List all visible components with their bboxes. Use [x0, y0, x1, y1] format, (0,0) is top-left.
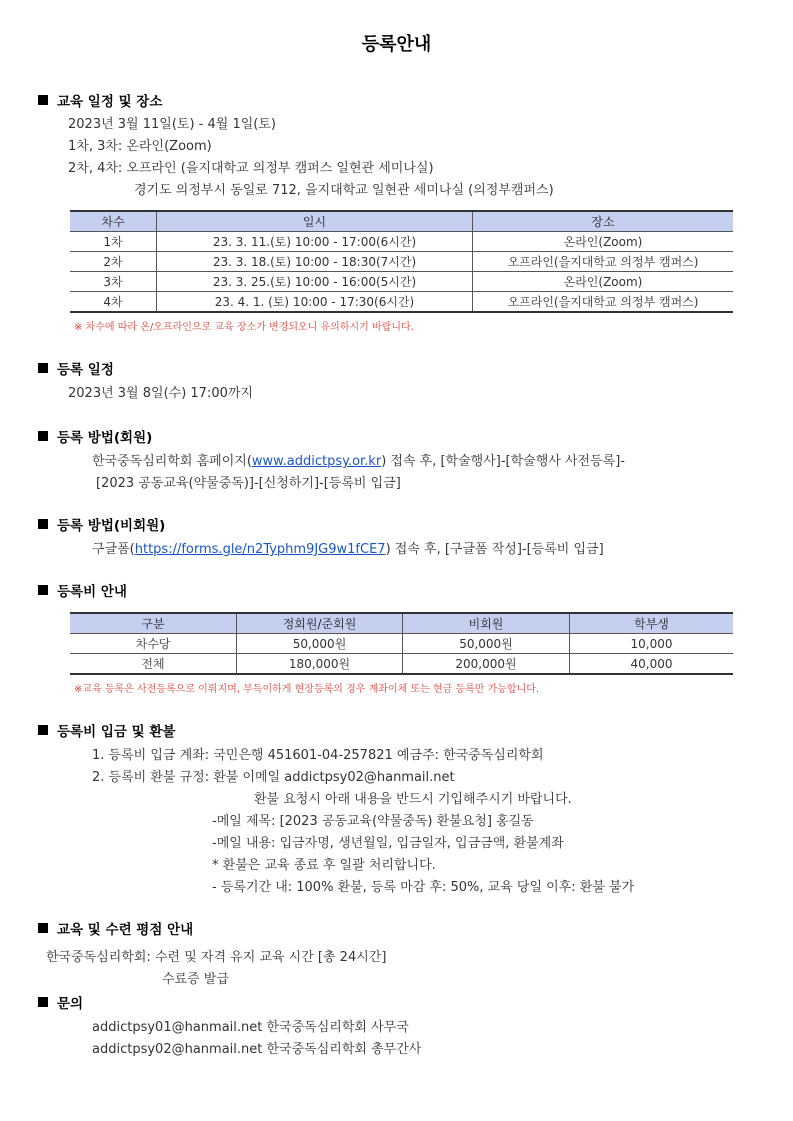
page-title: 등록안내: [361, 34, 432, 55]
section-heading: 등록 방법(비회원): [57, 518, 166, 534]
table-cell: 200,000원: [403, 654, 570, 675]
section-member-registration: [38, 426, 152, 446]
refund-policy: 2. 등록비 환불 규정: 환불 이메일 addictpsy02@hanmail.net: [92, 770, 455, 785]
fee-table: [70, 612, 733, 675]
table-cell: 차수당: [70, 634, 237, 654]
text-fragment: ) 접속 후, [학술행사]-[학술행사 사전등록]-: [381, 454, 625, 469]
section-heading: 등록 방법(회원): [57, 430, 153, 446]
bullet-square-icon: [38, 585, 48, 595]
text-fragment: 구글폼(: [92, 542, 135, 557]
section-contact: [38, 992, 83, 1012]
member-registration-line: [92, 450, 625, 469]
refund-instruction: 환불 요청시 아래 내용을 반드시 기입해주시기 바랍니다.: [254, 792, 572, 807]
training-credits-info: 한국중독심리학회: 수련 및 자격 유지 교육 시간 [총 24시간]: [46, 950, 387, 965]
section-payment-refund: [38, 720, 175, 740]
section-heading: 교육 일정 및 장소: [57, 94, 163, 110]
bullet-square-icon: [38, 363, 48, 373]
schedule-online: 1차, 3차: 온라인(Zoom): [68, 139, 212, 154]
table-header: 일시: [157, 211, 473, 232]
bullet-square-icon: [38, 725, 48, 735]
table-row: [70, 252, 733, 272]
table-row: [70, 654, 733, 675]
table-cell: 40,000: [570, 654, 734, 675]
section-heading: 등록비 입금 및 환불: [57, 724, 176, 740]
fee-note: ※교육 등록은 사전등록으로 이뤄지며, 부득이하게 현장등록의 경우 계좌이체 또는 현금 등록만 가능합니다.: [74, 684, 540, 695]
refund-mail-content: -메일 내용: 입금자명, 생년월일, 입금일자, 입금금액, 환불계좌: [212, 836, 564, 851]
registration-deadline: 2023년 3월 8일(수) 17:00까지: [68, 386, 253, 401]
schedule-note: ※ 차수에 따라 온/오프라인으로 교육 장소가 변경되오니 유의하시기 바랍니다.: [74, 322, 414, 333]
section-registration-date: [38, 358, 114, 378]
table-cell: 180,000원: [237, 654, 403, 675]
table-header: 차수: [70, 211, 157, 232]
refund-processing: * 환불은 교육 종료 후 일괄 처리합니다.: [212, 858, 436, 873]
section-schedule: [38, 90, 162, 110]
text-fragment: 한국중독심리학회 홈페이지(: [92, 454, 252, 469]
table-cell: 온라인(Zoom): [473, 272, 734, 292]
table-cell: 23. 3. 25.(토) 10:00 - 16:00(5시간): [157, 272, 473, 292]
table-row: [70, 634, 733, 654]
section-heading: 등록비 안내: [57, 584, 127, 600]
table-cell: 23. 3. 11.(토) 10:00 - 17:00(6시간): [157, 232, 473, 252]
table-cell: 23. 3. 18.(토) 10:00 - 18:30(7시간): [157, 252, 473, 272]
bullet-square-icon: [38, 431, 48, 441]
schedule-address: 경기도 의정부시 동일로 712, 을지대학교 일현관 세미나실 (의정부캠퍼스): [134, 183, 554, 198]
member-registration-path: [2023 공동교육(약물중독)]-[신청하기]-[등록비 입금]: [96, 476, 401, 491]
table-cell: 온라인(Zoom): [473, 232, 734, 252]
google-form-link[interactable]: https://forms.gle/n2Typhm9JG9w1fCE7: [134, 542, 386, 557]
table-row: [70, 292, 733, 313]
contact-office: addictpsy01@hanmail.net 한국중독심리학회 사무국: [92, 1020, 409, 1035]
section-heading: 교육 및 수련 평점 안내: [57, 922, 194, 938]
table-header: 구분: [70, 613, 237, 634]
table-cell: 2차: [70, 252, 157, 272]
table-cell: 3차: [70, 272, 157, 292]
section-training-credits: [38, 918, 193, 938]
table-cell: 1차: [70, 232, 157, 252]
table-header-row: [70, 211, 733, 232]
table-row: [70, 232, 733, 252]
table-cell: 전체: [70, 654, 237, 675]
payment-account: 1. 등록비 입금 계좌: 국민은행 451601-04-257821 예금주: 한국중독심리학회: [92, 748, 544, 763]
table-cell: 50,000원: [403, 634, 570, 654]
schedule-period: 2023년 3월 11일(토) - 4월 1일(토): [68, 117, 276, 132]
contact-secretary: addictpsy02@hanmail.net 한국중독심리학회 총무간사: [92, 1042, 422, 1057]
certificate-info: 수료증 발급: [162, 972, 229, 987]
table-cell: 오프라인(을지대학교 의정부 캠퍼스): [473, 252, 734, 272]
table-header: 비회원: [403, 613, 570, 634]
section-fee: [38, 580, 127, 600]
refund-rates: - 등록기간 내: 100% 환불, 등록 마감 후: 50%, 교육 당일 이후: 환불 불가: [212, 880, 635, 895]
table-cell: 오프라인(을지대학교 의정부 캠퍼스): [473, 292, 734, 313]
bullet-square-icon: [38, 519, 48, 529]
table-header: 정회원/준회원: [237, 613, 403, 634]
bullet-square-icon: [38, 923, 48, 933]
table-cell: 4차: [70, 292, 157, 313]
schedule-offline: 2차, 4차: 오프라인 (을지대학교 의정부 캠퍼스 일현관 세미나실): [68, 161, 434, 176]
table-header: 학부생: [570, 613, 734, 634]
table-cell: 10,000: [570, 634, 734, 654]
section-heading: 문의: [57, 996, 84, 1012]
table-cell: 50,000원: [237, 634, 403, 654]
table-row: [70, 272, 733, 292]
refund-mail-title: -메일 제목: [2023 공동교육(약물중독) 환불요청] 홍길동: [212, 814, 534, 829]
bullet-square-icon: [38, 997, 48, 1007]
nonmember-registration-line: [92, 538, 604, 557]
section-nonmember-registration: [38, 514, 165, 534]
table-cell: 23. 4. 1. (토) 10:00 - 17:30(6시간): [157, 292, 473, 313]
homepage-link[interactable]: www.addictpsy.or.kr: [251, 454, 382, 469]
bullet-square-icon: [38, 95, 48, 105]
text-fragment: ) 접속 후, [구글폼 작성]-[등록비 입금]: [385, 542, 604, 557]
schedule-table: [70, 210, 733, 313]
section-heading: 등록 일정: [57, 362, 114, 378]
table-header-row: [70, 613, 733, 634]
table-header: 장소: [473, 211, 734, 232]
